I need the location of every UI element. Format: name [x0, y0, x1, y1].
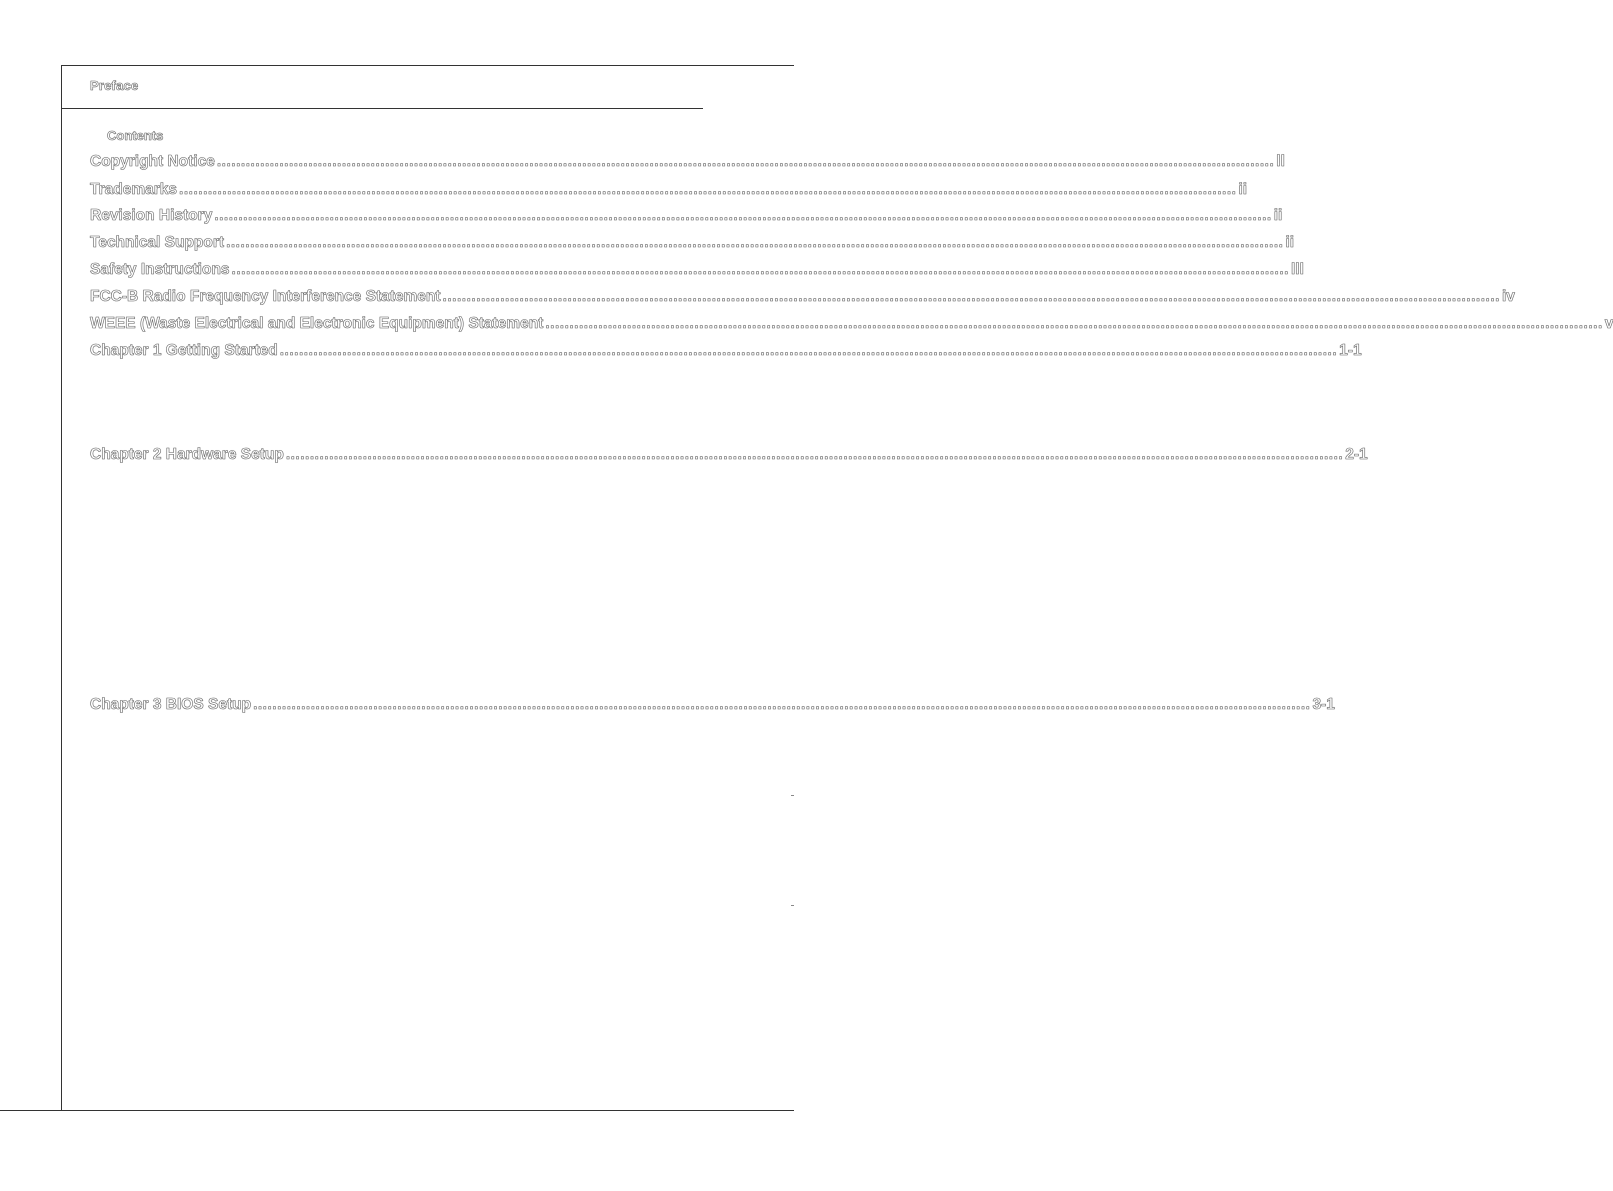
- toc-leader-dots: ............................................................................................................................................................................................................................: [179, 181, 1237, 198]
- toc-entry-weee-statement[interactable]: [90, 314, 1613, 334]
- toc-entry-title: Copyright Notice: [90, 153, 215, 170]
- page-left-margin-rule: [61, 65, 62, 1111]
- toc-leader-dots: ............................................................................................................................................................................................................................: [285, 446, 1344, 463]
- toc-entry-chapter-3[interactable]: [90, 695, 1335, 715]
- toc-entry-title: Chapter 3 BIOS Setup: [90, 696, 252, 713]
- toc-entry-trademarks[interactable]: [90, 180, 1248, 200]
- toc-entry-page: 3-1: [1312, 696, 1335, 713]
- toc-leader-dots: ............................................................................................................................................................................................................................: [442, 288, 1500, 305]
- edge-mark: [791, 905, 794, 906]
- toc-entry-page: 1-1: [1339, 342, 1362, 359]
- toc-entry-page: lll: [1290, 261, 1304, 278]
- toc-entry-fcc-b-statement[interactable]: [90, 287, 1515, 307]
- toc-entry-page: ii: [1285, 234, 1295, 251]
- edge-mark: [791, 795, 794, 796]
- toc-entry-page: ll: [1276, 153, 1285, 170]
- toc-entry-page: 2-1: [1345, 446, 1368, 463]
- toc-leader-dots: ............................................................................................................................................................................................................................: [216, 153, 1275, 170]
- page-top-rule: [61, 65, 794, 66]
- contents-heading: Contents: [107, 128, 164, 143]
- toc-leader-dots: ............................................................................................................................................................................................................................: [226, 234, 1284, 251]
- toc-entry-title: Trademarks: [90, 181, 178, 198]
- toc-entry-page: ii: [1238, 181, 1248, 198]
- toc-leader-dots: ............................................................................................................................................................................................................................: [214, 207, 1272, 224]
- page-bottom-rule: [0, 1110, 794, 1111]
- toc-entry-copyright-notice[interactable]: [90, 152, 1285, 172]
- toc-entry-chapter-2[interactable]: [90, 445, 1368, 465]
- toc-entry-revision-history[interactable]: [90, 206, 1283, 226]
- header-underline-rule: [61, 108, 703, 109]
- toc-entry-title: Chapter 2 Hardware Setup: [90, 446, 284, 463]
- toc-entry-page: v: [1604, 315, 1613, 332]
- toc-entry-page: ii: [1273, 207, 1283, 224]
- toc-leader-dots: ............................................................................................................................................................................................................................: [253, 696, 1311, 713]
- toc-entry-title: Chapter 1 Getting Started: [90, 342, 278, 359]
- toc-entry-page: iv: [1501, 288, 1515, 305]
- page-header-title: Preface: [90, 78, 139, 93]
- toc-leader-dots: ............................................................................................................................................................................................................................: [231, 261, 1289, 278]
- toc-entry-title: FCC-B Radio Frequency Interference Statement: [90, 288, 441, 305]
- toc-entry-title: WEEE (Waste Electrical and Electronic Equipment) Statement: [90, 315, 544, 332]
- toc-entry-title: Safety Instructions: [90, 261, 230, 278]
- toc-leader-dots: ............................................................................................................................................................................................................................: [279, 342, 1338, 359]
- toc-entry-safety-instructions[interactable]: [90, 260, 1304, 280]
- toc-entry-chapter-1[interactable]: [90, 341, 1362, 361]
- toc-entry-technical-support[interactable]: [90, 233, 1295, 253]
- toc-entry-title: Technical Support: [90, 234, 225, 251]
- toc-entry-title: Revision History: [90, 207, 213, 224]
- toc-leader-dots: ............................................................................................................................................................................................................................: [545, 315, 1603, 332]
